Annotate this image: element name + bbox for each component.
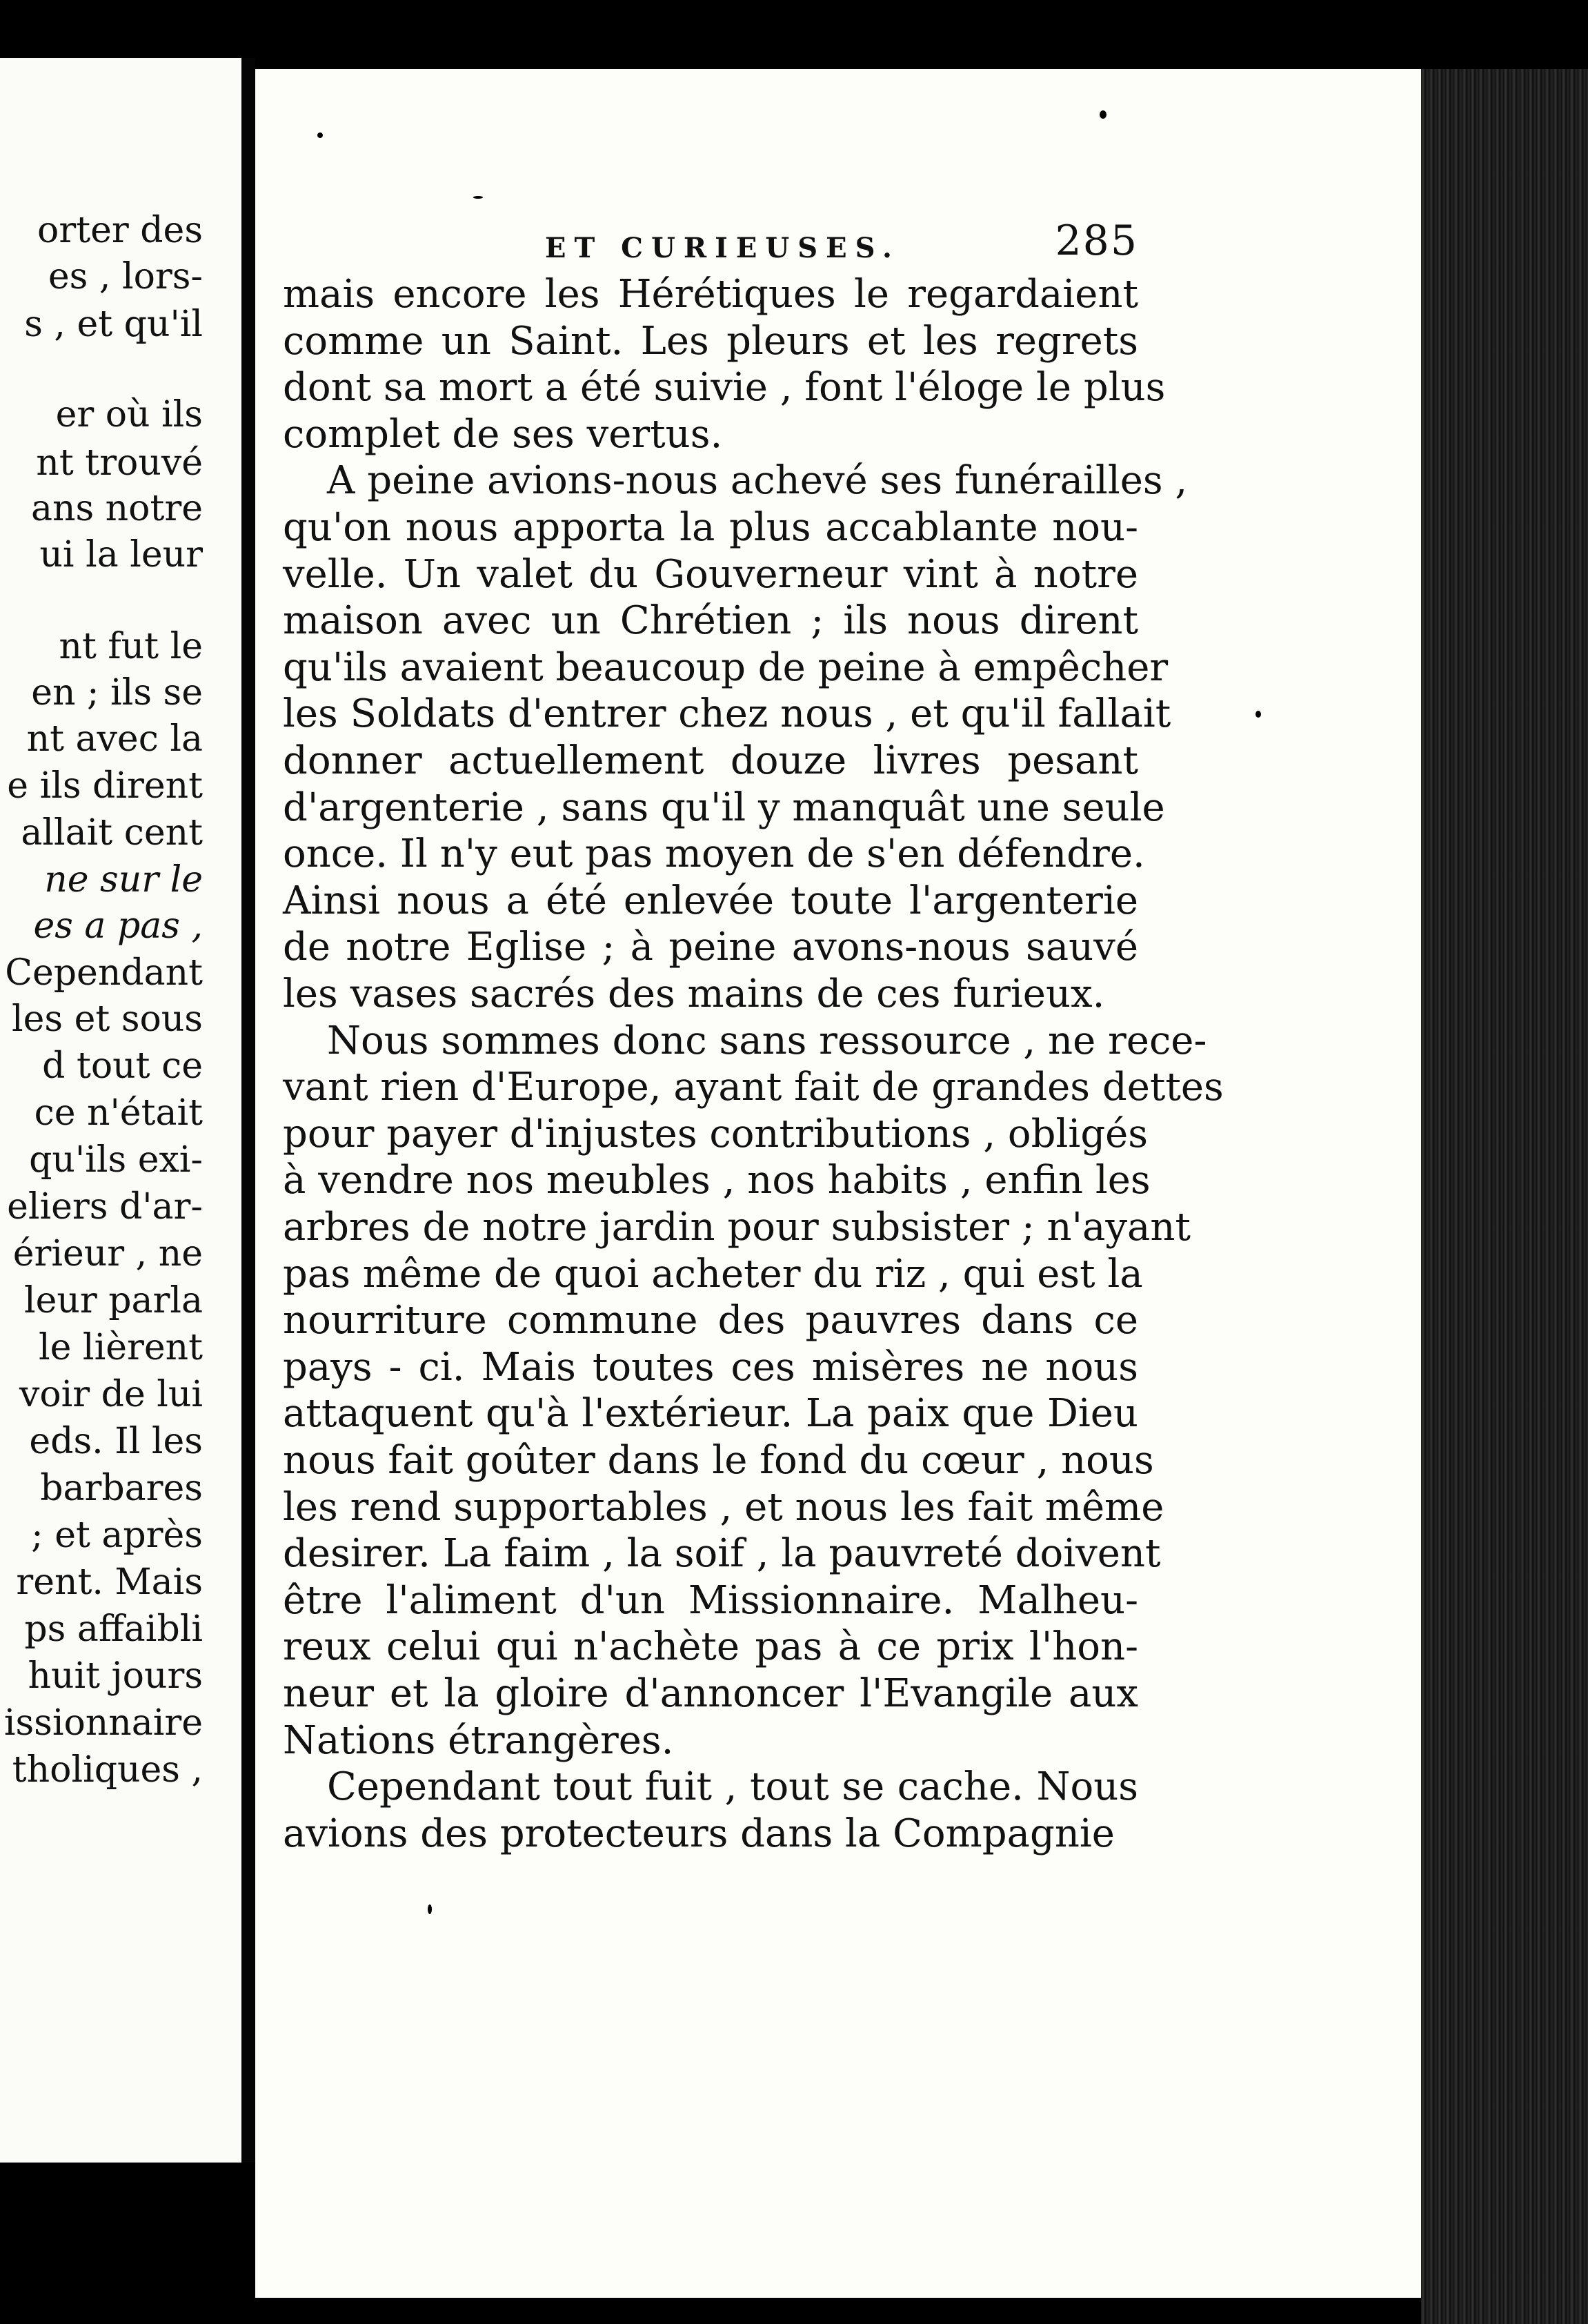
left-page-line: le lièrent [39,1327,203,1368]
text-line: pour payer d'injustes contributions , obligés [283,1111,1149,1156]
text-line: les rend supportables , et nous les fait même [283,1484,1164,1530]
text-line: reux celui qui n'achète pas à ce prix l'hon- [283,1624,1138,1670]
left-page-line: leur parla [23,1280,203,1321]
text-line: nourriture commune des pauvres dans ce [283,1298,1138,1343]
left-page-line: Cependant [5,952,203,994]
text-line: velle. Un valet du Gouverneur vint à notre [283,551,1138,597]
ink-speck [317,132,323,138]
text-line: les Soldats d'entrer chez nous , et qu'il fallait [283,691,1171,737]
book-gutter [241,58,255,2163]
left-page-line: e ils dirent [7,765,203,807]
left-page-line: tholiques , [12,1749,203,1791]
text-line: donner actuellement douze livres pesant [283,738,1138,783]
left-page-line: nt avec la [26,718,203,760]
left-page-line: ps affaibli [24,1608,203,1650]
text-line: Ainsi nous a été enlevée toute l'argenterie [283,878,1138,923]
ink-speck [473,196,483,199]
running-head: ET CURIEUSES. [545,232,900,264]
text-line: neur et la gloire d'annoncer l'Evangile aux [283,1671,1138,1716]
text-line: de notre Eglise ; à peine avons-nous sauvé [283,925,1138,970]
left-page-line: er où ils [55,394,203,435]
text-line: être l'aliment d'un Missionnaire. Malheu- [283,1577,1138,1623]
left-page-line: qu'ils exi- [29,1139,203,1181]
text-line: Nous sommes donc sans ressource , ne rece- [327,1018,1207,1063]
left-page-line: issionnaire [3,1702,203,1744]
text-line: avions des protecteurs dans la Compagnie [283,1811,1115,1856]
left-page-line: rent. Mais [16,1562,203,1603]
left-page-line: ans notre [30,488,203,529]
left-page-line: ne sur le [44,859,203,900]
text-line: dont sa mort a été suivie , font l'éloge le plus [283,365,1166,411]
left-page-line: huit jours [28,1655,203,1697]
left-page-line: ce n'était [34,1092,203,1134]
text-line: qu'ils avaient beaucoup de peine à empêcher [283,644,1169,690]
ink-speck [428,1904,432,1914]
left-page-line: allait cent [21,812,203,854]
ink-speck [1255,711,1261,718]
text-line: nous fait goûter dans le fond du cœur , nous [283,1438,1154,1483]
page-header [545,217,1138,270]
left-page-line: es , lors- [48,256,203,297]
text-line: desirer. La faim , la soif , la pauvreté doivent [283,1531,1161,1577]
text-line: à vendre nos meubles , nos habits , enfin les [283,1158,1151,1203]
page-edges [1421,69,1588,2324]
left-page-line: es a pas , [33,905,203,947]
left-page-line: nt trouvé [36,442,203,484]
text-line: Nations étrangères. [283,1717,674,1763]
text-line: vant rien d'Europe, ayant fait de grandes dettes [283,1065,1224,1110]
left-page-line: nt fut le [59,626,203,667]
text-line: qu'on nous apporta la plus accablante nou- [283,505,1138,550]
previous-page [0,58,241,2163]
left-page-line: barbares [40,1468,203,1509]
text-line: maison avec un Chrétien ; ils nous dirent [283,598,1138,644]
left-page-line: eliers d'ar- [7,1186,203,1228]
left-page-line: érieur , ne [12,1233,203,1274]
text-line: complet de ses vertus. [283,411,723,457]
text-line: pas même de quoi acheter du riz , qui est la [283,1251,1143,1297]
text-line: pays - ci. Mais toutes ces misères ne nous [283,1344,1138,1390]
left-page-line: s , et qu'il [24,304,203,345]
text-line: once. Il n'y eut pas moyen de s'en défendre. [283,831,1145,877]
left-page-line: orter des [37,210,203,251]
left-page-line: les et sous [12,998,203,1040]
text-line: mais encore les Hérétiques le regardaient [283,272,1138,317]
left-page-line: eds. Il les [29,1421,203,1462]
left-page-line: ; et après [31,1515,203,1556]
left-page-line: voir de lui [19,1374,203,1415]
text-line: d'argenterie , sans qu'il y manquât une seule [283,785,1165,830]
left-page-line: ui la leur [39,534,203,575]
text-line: A peine avions-nous achevé ses funérailles , [327,458,1188,504]
text-line: comme un Saint. Les pleurs et les regrets [283,318,1138,364]
left-page-line: en ; ils se [31,672,203,713]
text-line: Cependant tout fuit , tout se cache. Nous [327,1764,1138,1810]
ink-speck [1100,110,1106,119]
left-page-line: d tout ce [42,1045,203,1087]
text-line: arbres de notre jardin pour subsister ; n'ayant [283,1205,1191,1250]
page-number: 285 [1055,217,1138,265]
text-line: attaquent qu'à l'extérieur. La paix que Dieu [283,1391,1138,1437]
text-line: les vases sacrés des mains de ces furieux. [283,972,1105,1016]
